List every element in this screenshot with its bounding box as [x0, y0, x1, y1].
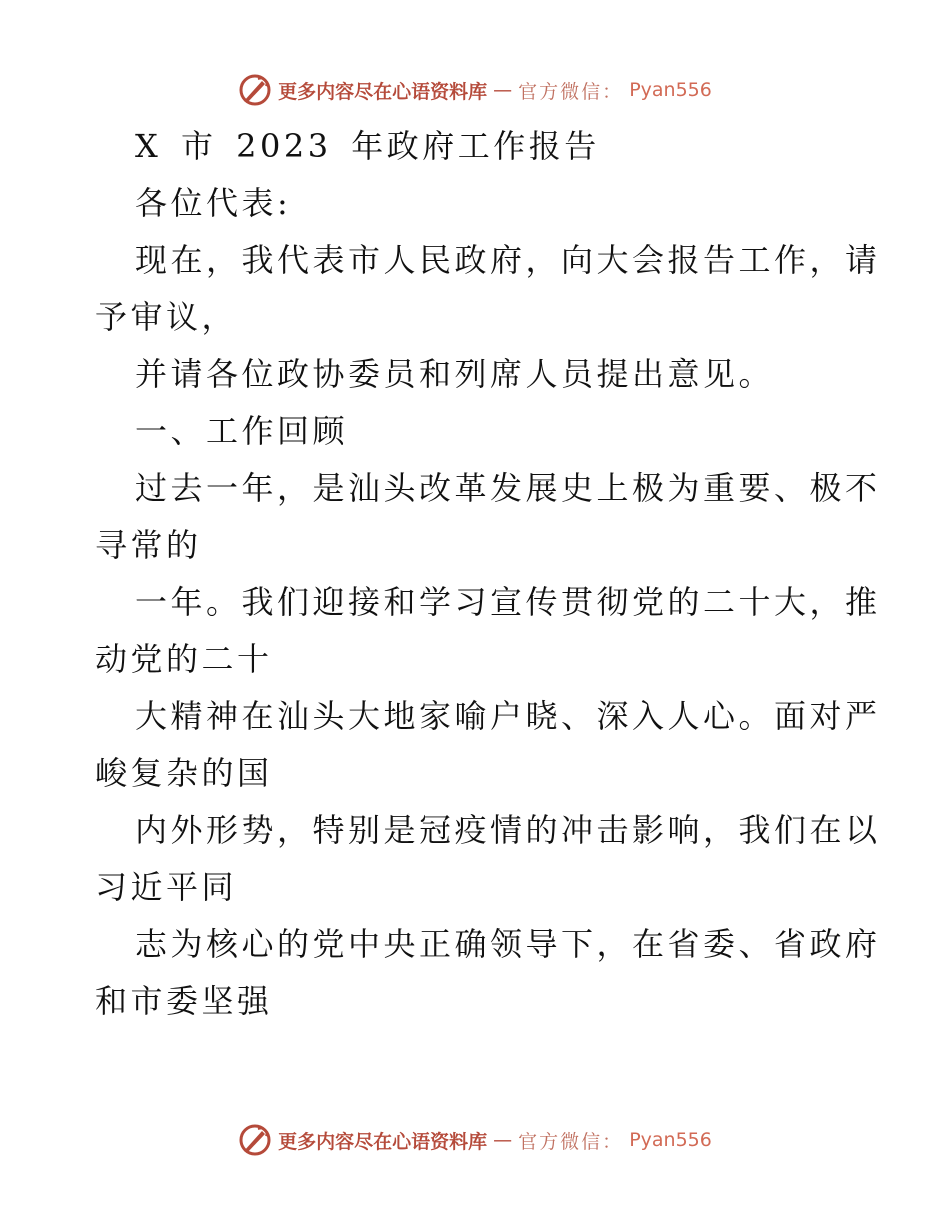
watermark-dash: —	[493, 1129, 513, 1151]
paragraph-line: 一年。我们迎接和学习宣传贯彻党的二十大，推	[135, 583, 881, 621]
watermark-main-text: 更多内容尽在心语资料库	[278, 1130, 488, 1153]
watermark-wechat-id: Pyan556	[629, 79, 712, 101]
document-title: X 市 2023 年政府工作报告	[135, 127, 600, 165]
section-heading: 一、工作回顾	[135, 412, 349, 450]
watermark-wechat-label: 官方微信：	[518, 1130, 624, 1153]
paragraph-line: 内外形势，特别是冠疫情的冲击影响，我们在以	[135, 811, 881, 849]
paragraph-line: 大精神在汕头大地家喻户晓、深入人心。面对严	[135, 697, 881, 735]
footer-watermark	[0, 1120, 950, 1160]
header-watermark	[0, 70, 950, 110]
paragraph-line: 予审议，	[95, 298, 238, 336]
paragraph-line: 并请各位政协委员和列席人员提出意见。	[135, 355, 775, 393]
paragraph-line: 过去一年，是汕头改革发展史上极为重要、极不	[135, 469, 881, 507]
watermark-wechat-label: 官方微信：	[518, 80, 624, 103]
paragraph-line: 和市委坚强	[95, 982, 273, 1020]
watermark-main-text: 更多内容尽在心语资料库	[278, 80, 488, 103]
watermark-wechat-id: Pyan556	[629, 1129, 712, 1151]
paragraph-line: 现在，我代表市人民政府，向大会报告工作，请	[135, 241, 881, 279]
feather-pen-logo-icon	[238, 1123, 272, 1157]
paragraph-line: 寻常的	[95, 526, 202, 564]
paragraph-line: 志为核心的党中央正确领导下，在省委、省政府	[135, 925, 881, 963]
paragraph-line: 峻复杂的国	[95, 754, 273, 792]
paragraph-line: 动党的二十	[95, 640, 273, 678]
watermark-dash: —	[493, 79, 513, 101]
document-body	[95, 118, 881, 1030]
feather-pen-logo-icon	[238, 73, 272, 107]
paragraph-line: 习近平同	[95, 868, 238, 906]
paragraph-line: 各位代表:	[135, 184, 292, 222]
